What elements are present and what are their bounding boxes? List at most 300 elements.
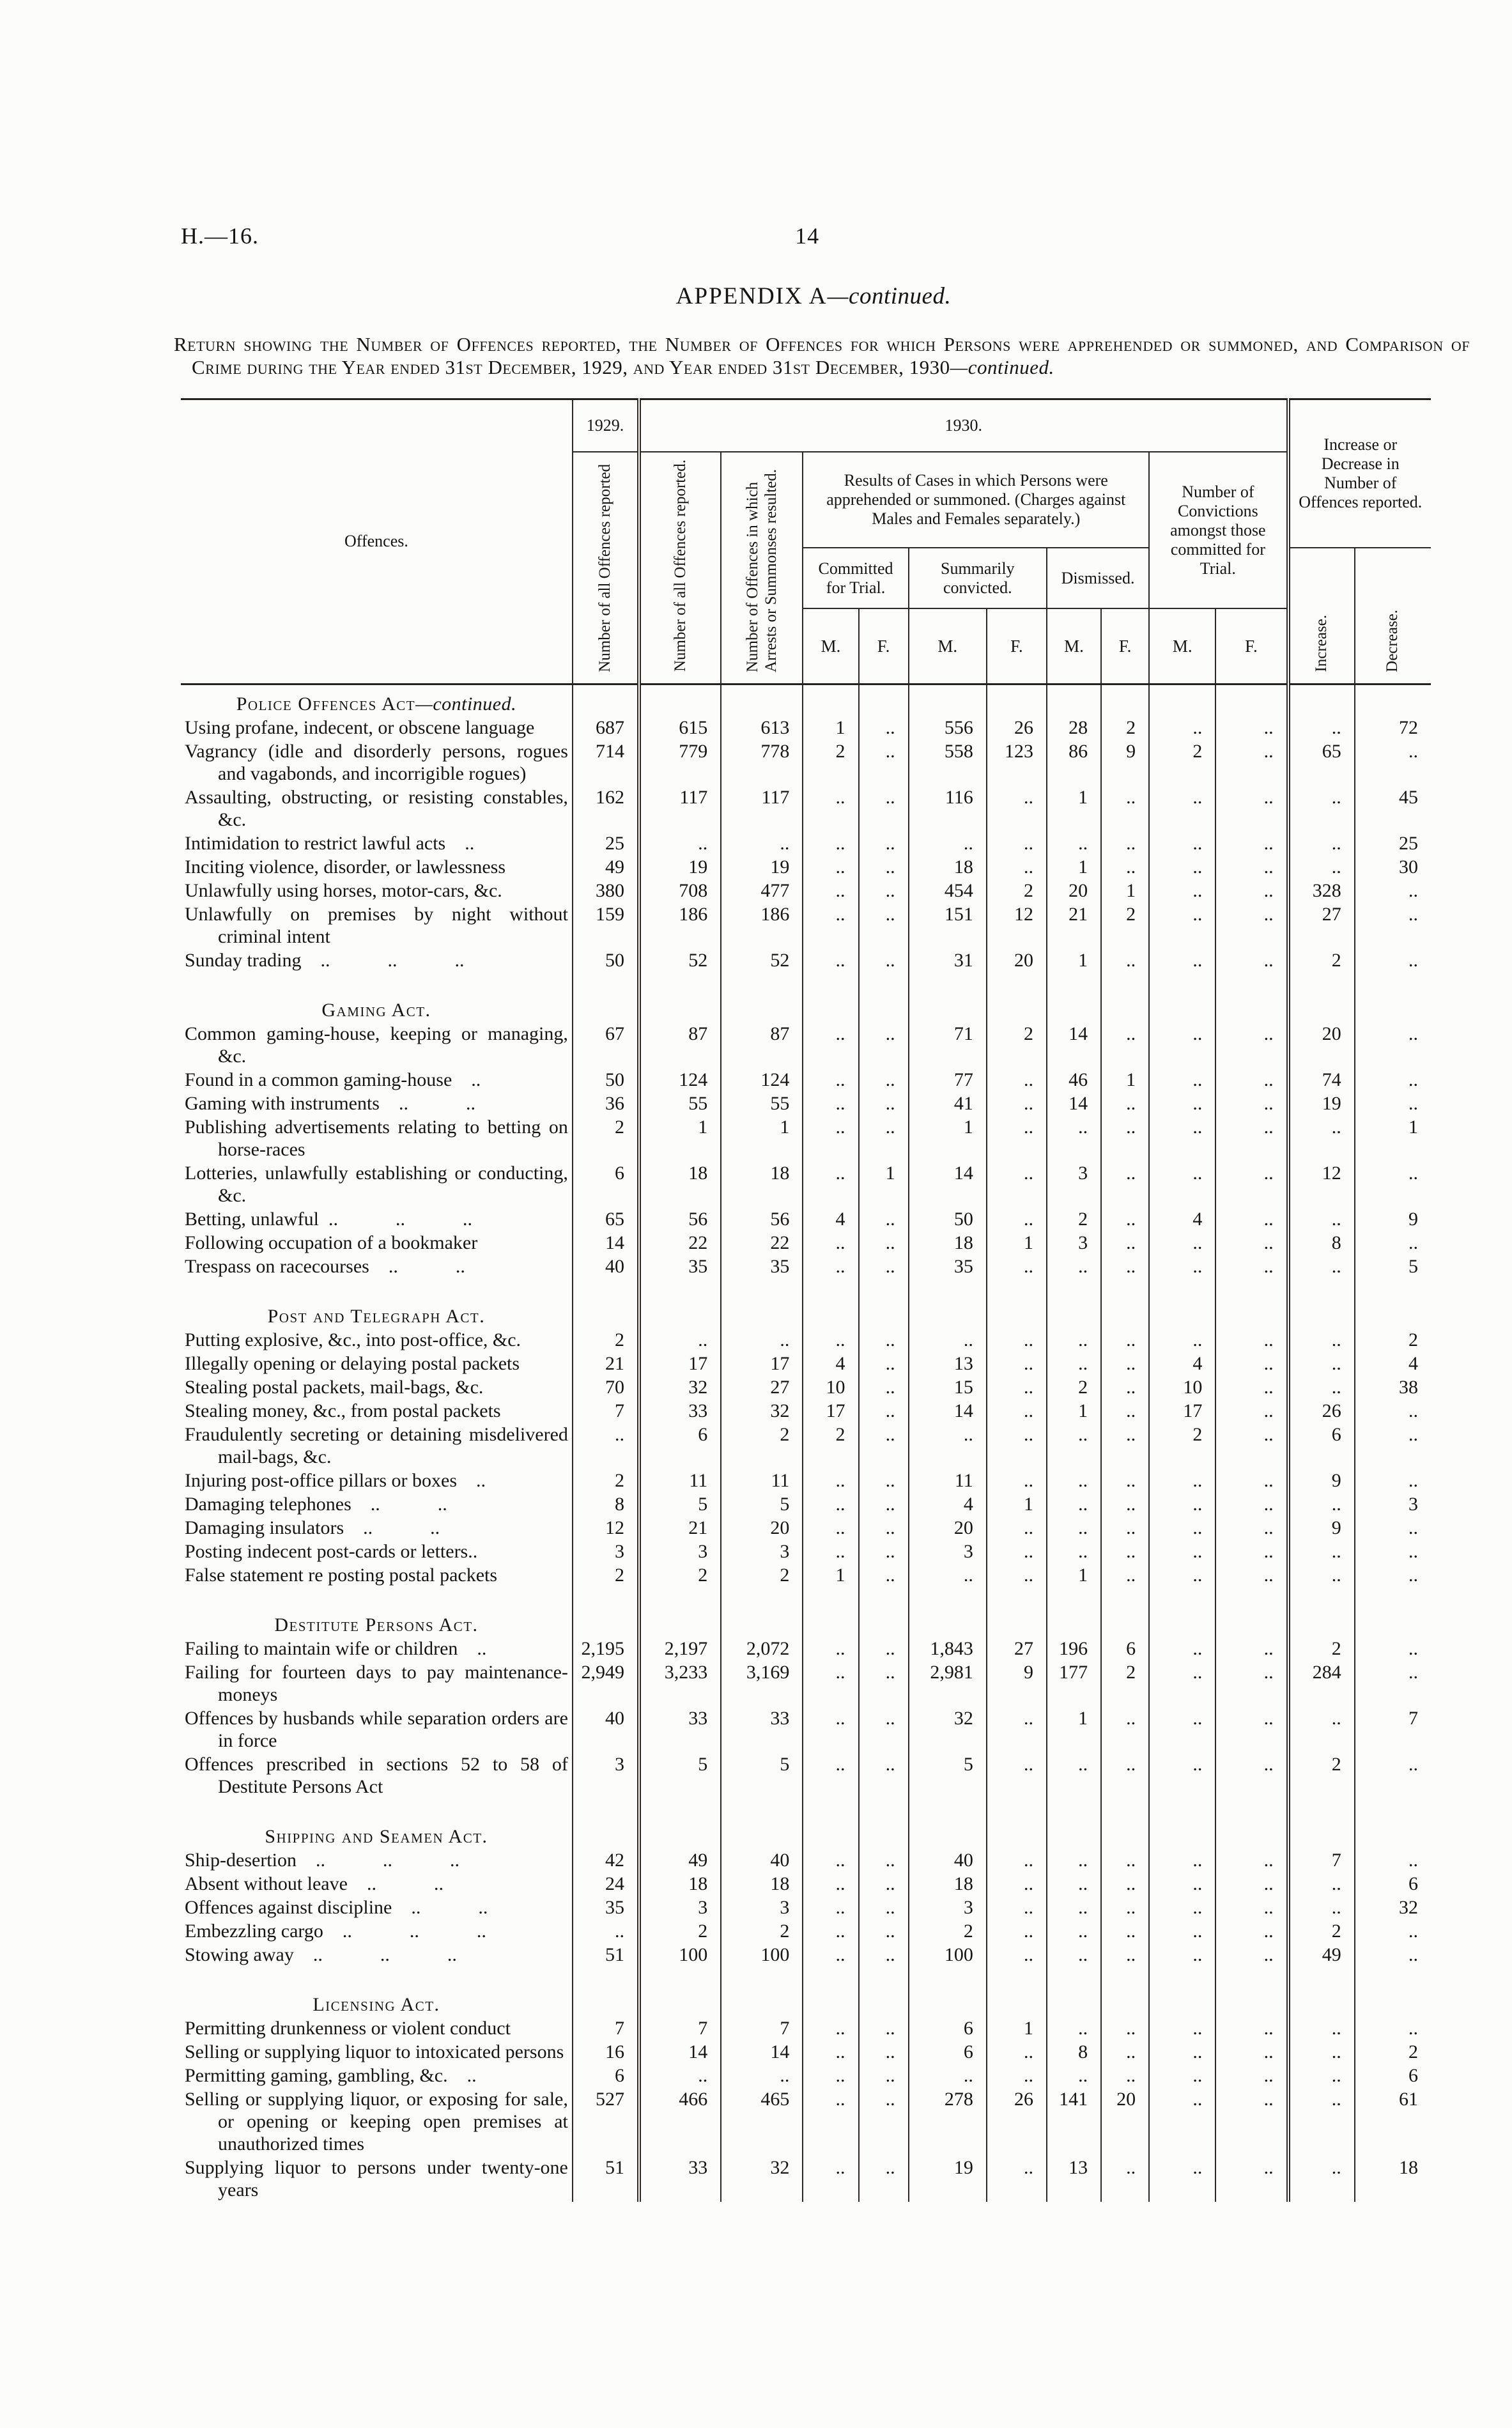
cell-value: .. bbox=[987, 1207, 1047, 1231]
cell-value: 117 bbox=[639, 785, 721, 831]
cell-value: 6 bbox=[1288, 1423, 1355, 1469]
cell-value: 1 bbox=[987, 1492, 1047, 1516]
committed-for-trial-header: Committed for Trial. bbox=[803, 548, 908, 608]
offence-label: Ship-desertion .. .. .. bbox=[185, 1849, 459, 1871]
cell-value: .. bbox=[573, 1423, 639, 1469]
cell-value: .. bbox=[859, 1207, 909, 1231]
cell-value: 714 bbox=[573, 739, 639, 785]
cell-value: 328 bbox=[1288, 879, 1355, 902]
section-empty-cell bbox=[859, 1967, 909, 2016]
cell-value: 159 bbox=[573, 902, 639, 948]
cell-value: 55 bbox=[639, 1092, 721, 1115]
offence-label: Illegally opening or delaying postal packets bbox=[185, 1352, 520, 1374]
cell-value: 11 bbox=[721, 1469, 803, 1492]
section-empty-cell bbox=[1288, 1278, 1355, 1328]
offence-label-cell bbox=[181, 1872, 573, 1896]
cell-value: 18 bbox=[909, 1872, 987, 1896]
cell-value: .. bbox=[803, 879, 858, 902]
offences-column-header: Offences. bbox=[181, 399, 573, 684]
offence-label: Publishing advertisements relating to betting on horse-races bbox=[185, 1116, 568, 1160]
cell-value: .. bbox=[1215, 716, 1288, 739]
cell-value: .. bbox=[987, 1706, 1047, 1752]
cell-value: .. bbox=[987, 2064, 1047, 2087]
section-empty-cell bbox=[1355, 1278, 1431, 1328]
cell-value: .. bbox=[1355, 1516, 1431, 1540]
section-empty-cell bbox=[803, 684, 858, 716]
section-empty-cell bbox=[987, 1967, 1047, 2016]
offence-label-cell bbox=[181, 1231, 573, 1255]
offence-label-cell bbox=[181, 739, 573, 785]
cell-value: .. bbox=[1149, 1092, 1215, 1115]
section-empty-cell bbox=[1215, 1967, 1288, 2016]
section-title: Licensing Act. bbox=[312, 1993, 440, 2015]
cell-value: 9 bbox=[1101, 739, 1149, 785]
offence-row bbox=[181, 1375, 1431, 1399]
section-empty-cell bbox=[1355, 1967, 1431, 2016]
cell-value: .. bbox=[1355, 739, 1431, 785]
section-empty-cell bbox=[1288, 1798, 1355, 1848]
cell-value: .. bbox=[1101, 1919, 1149, 1943]
cell-value: 42 bbox=[573, 1848, 639, 1872]
cell-value: .. bbox=[1215, 2016, 1288, 2040]
cell-value: 2 bbox=[1101, 1660, 1149, 1706]
offence-label-cell bbox=[181, 1516, 573, 1540]
cell-value: 2 bbox=[909, 1919, 987, 1943]
cell-value: 4 bbox=[1355, 1352, 1431, 1375]
section-empty-cell bbox=[721, 1278, 803, 1328]
section-heading-row bbox=[181, 972, 1431, 1022]
offence-label: Injuring post-office pillars or boxes .. bbox=[185, 1469, 486, 1491]
section-empty-cell bbox=[1149, 1967, 1215, 2016]
cell-value: .. bbox=[859, 1399, 909, 1423]
cell-value: 1 bbox=[987, 1231, 1047, 1255]
offence-row bbox=[181, 1399, 1431, 1423]
cell-value: .. bbox=[1215, 1231, 1288, 1255]
cell-value: .. bbox=[909, 1563, 987, 1587]
cell-value: .. bbox=[1355, 1068, 1431, 1092]
cell-value: .. bbox=[1149, 716, 1215, 739]
section-empty-cell bbox=[1047, 972, 1101, 1022]
cell-value: .. bbox=[573, 1919, 639, 1943]
cell-value: .. bbox=[859, 1068, 909, 1092]
section-empty-cell bbox=[1047, 1967, 1101, 2016]
cell-value: .. bbox=[803, 1540, 858, 1563]
section-heading-row bbox=[181, 1587, 1431, 1637]
section-empty-cell bbox=[803, 1587, 858, 1637]
offence-label: Betting, unlawful .. .. .. bbox=[185, 1208, 472, 1230]
cell-value: 3 bbox=[909, 1896, 987, 1919]
offence-label: Trespass on racecourses .. .. bbox=[185, 1255, 465, 1277]
cell-value: .. bbox=[1215, 1022, 1288, 1068]
cell-value: .. bbox=[1149, 2064, 1215, 2087]
cell-value: .. bbox=[803, 1231, 858, 1255]
cell-value: 72 bbox=[1355, 716, 1431, 739]
cell-value: 32 bbox=[721, 1399, 803, 1423]
cell-value: 3 bbox=[1047, 1161, 1101, 1207]
cell-value: .. bbox=[1101, 2156, 1149, 2202]
offence-label: Putting explosive, &c., into post-office, &c. bbox=[185, 1329, 521, 1350]
dismissed-male-header: M. bbox=[1047, 608, 1101, 684]
offence-label: Failing for fourteen days to pay maintenance-moneys bbox=[185, 1661, 568, 1705]
cell-value: 26 bbox=[987, 2087, 1047, 2156]
cell-value: .. bbox=[1101, 785, 1149, 831]
offence-row bbox=[181, 1919, 1431, 1943]
cell-value: 38 bbox=[1355, 1375, 1431, 1399]
offence-row bbox=[181, 1115, 1431, 1161]
cell-value: 19 bbox=[721, 855, 803, 879]
offence-row bbox=[181, 716, 1431, 739]
cell-value: 31 bbox=[909, 948, 987, 972]
cell-value: .. bbox=[803, 2156, 858, 2202]
cell-value: 2 bbox=[987, 1022, 1047, 1068]
cell-value: .. bbox=[859, 1896, 909, 1919]
cell-value: .. bbox=[987, 1115, 1047, 1161]
cell-value: .. bbox=[1101, 2016, 1149, 2040]
cell-value: 2 bbox=[721, 1423, 803, 1469]
cell-value: 9 bbox=[987, 1660, 1047, 1706]
cell-value: 49 bbox=[639, 1848, 721, 1872]
cell-value: 61 bbox=[1355, 2087, 1431, 2156]
cell-value: .. bbox=[1355, 1022, 1431, 1068]
cell-value: .. bbox=[1101, 1399, 1149, 1423]
cell-value: 13 bbox=[1047, 2156, 1101, 2202]
cell-value: .. bbox=[1047, 2016, 1101, 2040]
cell-value: .. bbox=[1101, 1872, 1149, 1896]
cell-value: .. bbox=[859, 1423, 909, 1469]
cell-value: 5 bbox=[1355, 1255, 1431, 1278]
cell-value: .. bbox=[909, 2064, 987, 2087]
offence-label: Offences by husbands while separation orders are in force bbox=[185, 1707, 568, 1751]
section-empty-cell bbox=[909, 684, 987, 716]
offence-label-cell bbox=[181, 785, 573, 831]
cell-value: .. bbox=[859, 902, 909, 948]
cell-value: 51 bbox=[573, 2156, 639, 2202]
cell-value: .. bbox=[1288, 1207, 1355, 1231]
offence-label: Offences prescribed in sections 52 to 58 of Destitute Persons Act bbox=[185, 1753, 568, 1797]
cell-value: 10 bbox=[1149, 1375, 1215, 1399]
cell-value: 11 bbox=[639, 1469, 721, 1492]
cell-value: .. bbox=[1355, 2016, 1431, 2040]
cell-value: .. bbox=[1101, 1115, 1149, 1161]
cell-value: .. bbox=[721, 831, 803, 855]
cell-value: 465 bbox=[721, 2087, 803, 2156]
section-title: Post and Telegraph Act. bbox=[267, 1305, 486, 1327]
cell-value: .. bbox=[1355, 1423, 1431, 1469]
cell-value: .. bbox=[1215, 1919, 1288, 1943]
cell-value: .. bbox=[803, 855, 858, 879]
cell-value: .. bbox=[1047, 1752, 1101, 1798]
cell-value: .. bbox=[1215, 879, 1288, 902]
cell-value: .. bbox=[987, 1161, 1047, 1207]
convictions-male-header: M. bbox=[1149, 608, 1215, 684]
document-reference: H.—16. bbox=[181, 223, 259, 249]
section-title: Police Offences Act bbox=[236, 693, 416, 715]
cell-value: 6 bbox=[1101, 1637, 1149, 1660]
offence-label-cell bbox=[181, 1660, 573, 1706]
masthead bbox=[181, 222, 1446, 249]
cell-value: .. bbox=[803, 785, 858, 831]
cell-value: 52 bbox=[721, 948, 803, 972]
cell-value: 186 bbox=[721, 902, 803, 948]
section-empty-cell bbox=[987, 972, 1047, 1022]
offence-label-cell bbox=[181, 1092, 573, 1115]
cell-value: 687 bbox=[573, 716, 639, 739]
cell-value: 86 bbox=[1047, 739, 1101, 785]
cell-value: 49 bbox=[1288, 1943, 1355, 1967]
section-heading-row bbox=[181, 1798, 1431, 1848]
cell-value: .. bbox=[1149, 2156, 1215, 2202]
section-empty-cell bbox=[1047, 684, 1101, 716]
cell-value: .. bbox=[803, 902, 858, 948]
offence-label: Inciting violence, disorder, or lawlessness bbox=[185, 856, 506, 878]
cell-value: 2 bbox=[1047, 1207, 1101, 1231]
section-empty-cell bbox=[639, 1798, 721, 1848]
cell-value: 7 bbox=[1355, 1706, 1431, 1752]
page-number: 14 bbox=[795, 223, 820, 249]
cell-value: .. bbox=[987, 1540, 1047, 1563]
cell-value: 556 bbox=[909, 716, 987, 739]
cell-value: .. bbox=[1149, 1022, 1215, 1068]
offence-row bbox=[181, 1660, 1431, 1706]
offence-label-cell bbox=[181, 1161, 573, 1207]
cell-value: 527 bbox=[573, 2087, 639, 2156]
offence-label-cell bbox=[181, 902, 573, 948]
offence-label: Common gaming-house, keeping or managing, &c. bbox=[185, 1023, 568, 1067]
year-1929-header: 1929. bbox=[573, 399, 639, 452]
cell-value: 2 bbox=[1288, 1919, 1355, 1943]
section-empty-cell bbox=[1101, 684, 1149, 716]
cell-value: 19 bbox=[639, 855, 721, 879]
return-title-continued: —continued. bbox=[950, 356, 1054, 378]
section-title-continued: —continued. bbox=[415, 693, 517, 715]
cell-value: .. bbox=[1047, 1896, 1101, 1919]
section-empty-cell bbox=[987, 684, 1047, 716]
offence-label-cell bbox=[181, 2040, 573, 2064]
cell-value: 2 bbox=[803, 739, 858, 785]
cell-value: 3 bbox=[909, 1540, 987, 1563]
cell-value: 26 bbox=[1288, 1399, 1355, 1423]
cell-value: 7 bbox=[721, 2016, 803, 2040]
cell-value: .. bbox=[1355, 1231, 1431, 1255]
cell-value: 123 bbox=[987, 739, 1047, 785]
cell-value: 55 bbox=[721, 1092, 803, 1115]
cell-value: .. bbox=[803, 1115, 858, 1161]
cell-value: .. bbox=[987, 855, 1047, 879]
offence-row bbox=[181, 1637, 1431, 1660]
cell-value: 2 bbox=[573, 1328, 639, 1352]
cell-value: 40 bbox=[573, 1706, 639, 1752]
section-empty-cell bbox=[573, 1798, 639, 1848]
cell-value: 5 bbox=[639, 1492, 721, 1516]
cell-value: 26 bbox=[987, 716, 1047, 739]
cell-value: 14 bbox=[909, 1399, 987, 1423]
cell-value: 196 bbox=[1047, 1637, 1101, 1660]
cell-value: .. bbox=[1288, 785, 1355, 831]
offence-row bbox=[181, 2087, 1431, 2156]
cell-value: 1 bbox=[1101, 879, 1149, 902]
cell-value: .. bbox=[803, 2016, 858, 2040]
cell-value: .. bbox=[1288, 1255, 1355, 1278]
offence-row bbox=[181, 1469, 1431, 1492]
cell-value: .. bbox=[1047, 1872, 1101, 1896]
cell-value: .. bbox=[987, 785, 1047, 831]
cell-value: 12 bbox=[987, 902, 1047, 948]
cell-value: 1 bbox=[1047, 855, 1101, 879]
cell-value: .. bbox=[1288, 1563, 1355, 1587]
cell-value: 5 bbox=[721, 1752, 803, 1798]
cell-value: .. bbox=[1215, 1469, 1288, 1492]
cell-value: .. bbox=[1355, 948, 1431, 972]
cell-value: .. bbox=[1288, 2016, 1355, 2040]
cell-value: 124 bbox=[639, 1068, 721, 1092]
cell-value: .. bbox=[1047, 1848, 1101, 1872]
cell-value: .. bbox=[1215, 1848, 1288, 1872]
offence-row bbox=[181, 1092, 1431, 1115]
cell-value: .. bbox=[1215, 2156, 1288, 2202]
cell-value: .. bbox=[859, 1328, 909, 1352]
convictions-group-header: Number of Convictions amongst those committed for Trial. bbox=[1149, 452, 1288, 608]
cell-value: 4 bbox=[1149, 1207, 1215, 1231]
cell-value: .. bbox=[1149, 1563, 1215, 1587]
cell-value: 17 bbox=[803, 1399, 858, 1423]
cell-value: 3 bbox=[639, 1540, 721, 1563]
offence-label-cell bbox=[181, 1919, 573, 1943]
section-empty-cell bbox=[639, 1587, 721, 1637]
section-empty-cell bbox=[909, 1798, 987, 1848]
cell-value: .. bbox=[1355, 1563, 1431, 1587]
cell-value: 32 bbox=[721, 2156, 803, 2202]
cell-value: .. bbox=[859, 855, 909, 879]
cell-value: .. bbox=[1215, 1540, 1288, 1563]
cell-value: 18 bbox=[1355, 2156, 1431, 2202]
section-heading-cell bbox=[181, 1798, 573, 1848]
cell-value: .. bbox=[803, 1660, 858, 1706]
cell-value: .. bbox=[1149, 2016, 1215, 2040]
section-empty-cell bbox=[1101, 1798, 1149, 1848]
section-empty-cell bbox=[639, 1278, 721, 1328]
cell-value: .. bbox=[987, 831, 1047, 855]
cell-value: .. bbox=[987, 1423, 1047, 1469]
cell-value: .. bbox=[1047, 1328, 1101, 1352]
cell-value: .. bbox=[1215, 902, 1288, 948]
cell-value: .. bbox=[1047, 1516, 1101, 1540]
dismissed-header: Dismissed. bbox=[1047, 548, 1149, 608]
cell-value: .. bbox=[1101, 1706, 1149, 1752]
cell-value: 162 bbox=[573, 785, 639, 831]
cell-value: 51 bbox=[573, 1943, 639, 1967]
cell-value: 2 bbox=[987, 879, 1047, 902]
cell-value: .. bbox=[1355, 1848, 1431, 1872]
cell-value: 466 bbox=[639, 2087, 721, 2156]
section-empty-cell bbox=[1149, 1798, 1215, 1848]
cell-value: .. bbox=[1355, 1469, 1431, 1492]
cell-value: .. bbox=[1149, 2087, 1215, 2156]
section-empty-cell bbox=[1355, 684, 1431, 716]
cell-value: .. bbox=[1288, 2040, 1355, 2064]
cell-value: .. bbox=[1215, 1637, 1288, 1660]
offence-label-cell bbox=[181, 1540, 573, 1563]
summarily-convicted-header: Summarily convicted. bbox=[909, 548, 1047, 608]
cell-value: .. bbox=[1215, 1706, 1288, 1752]
offence-label: Following occupation of a bookmaker bbox=[185, 1232, 478, 1253]
cell-value: 67 bbox=[573, 1022, 639, 1068]
cell-value: .. bbox=[1215, 1660, 1288, 1706]
cell-value: 10 bbox=[803, 1375, 858, 1399]
cell-value: .. bbox=[1288, 855, 1355, 879]
cell-value: 2,197 bbox=[639, 1637, 721, 1660]
offence-row bbox=[181, 1872, 1431, 1896]
section-empty-cell bbox=[1288, 684, 1355, 716]
cell-value: 14 bbox=[573, 1231, 639, 1255]
section-empty-cell bbox=[1355, 1798, 1431, 1848]
cell-value: 24 bbox=[573, 1872, 639, 1896]
cell-value: .. bbox=[803, 1092, 858, 1115]
cell-value: 25 bbox=[573, 831, 639, 855]
cell-value: .. bbox=[1288, 2156, 1355, 2202]
cell-value: .. bbox=[987, 1092, 1047, 1115]
cell-value: 8 bbox=[1288, 1231, 1355, 1255]
cell-value: 116 bbox=[909, 785, 987, 831]
cell-value: .. bbox=[1101, 1022, 1149, 1068]
section-empty-cell bbox=[1149, 972, 1215, 1022]
cell-value: .. bbox=[1215, 739, 1288, 785]
cell-value: 2 bbox=[1288, 1752, 1355, 1798]
cell-value: .. bbox=[987, 1872, 1047, 1896]
cell-value: .. bbox=[859, 1231, 909, 1255]
cell-value: .. bbox=[909, 1423, 987, 1469]
cell-value: .. bbox=[1101, 1375, 1149, 1399]
section-empty-cell bbox=[909, 972, 987, 1022]
section-empty-cell bbox=[721, 1798, 803, 1848]
cell-value: .. bbox=[803, 831, 858, 855]
cell-value: .. bbox=[1047, 1115, 1101, 1161]
offence-row bbox=[181, 948, 1431, 972]
section-empty-cell bbox=[859, 972, 909, 1022]
offence-row bbox=[181, 1848, 1431, 1872]
cell-value: .. bbox=[1101, 1752, 1149, 1798]
section-empty-cell bbox=[721, 1967, 803, 2016]
cell-value: 32 bbox=[909, 1706, 987, 1752]
cell-value: .. bbox=[639, 2064, 721, 2087]
cell-value: 70 bbox=[573, 1375, 639, 1399]
cell-value: 3 bbox=[1355, 1492, 1431, 1516]
cell-value: .. bbox=[803, 1848, 858, 1872]
section-empty-cell bbox=[909, 1967, 987, 2016]
cell-value: 1 bbox=[859, 1161, 909, 1207]
offence-label: Lotteries, unlawfully establishing or conducting, &c. bbox=[185, 1162, 568, 1206]
convictions-female-header: F. bbox=[1215, 608, 1288, 684]
offence-label-cell bbox=[181, 2064, 573, 2087]
section-empty-cell bbox=[573, 1967, 639, 2016]
cell-value: .. bbox=[1288, 1115, 1355, 1161]
offence-label-cell bbox=[181, 1115, 573, 1161]
cell-value: 2 bbox=[639, 1919, 721, 1943]
offence-label-cell bbox=[181, 1896, 573, 1919]
cell-value: .. bbox=[803, 1022, 858, 1068]
cell-value: .. bbox=[1101, 948, 1149, 972]
cell-value: .. bbox=[1355, 1660, 1431, 1706]
cell-value: 40 bbox=[573, 1255, 639, 1278]
cell-value: 477 bbox=[721, 879, 803, 902]
cell-value: .. bbox=[987, 2040, 1047, 2064]
cell-value: .. bbox=[1215, 1375, 1288, 1399]
cell-value: 284 bbox=[1288, 1660, 1355, 1706]
cell-value: .. bbox=[1047, 831, 1101, 855]
cell-value: .. bbox=[987, 1943, 1047, 1967]
offence-label: Assaulting, obstructing, or resisting constables, &c. bbox=[185, 786, 568, 830]
cell-value: .. bbox=[1149, 1943, 1215, 1967]
cell-value: 49 bbox=[573, 855, 639, 879]
